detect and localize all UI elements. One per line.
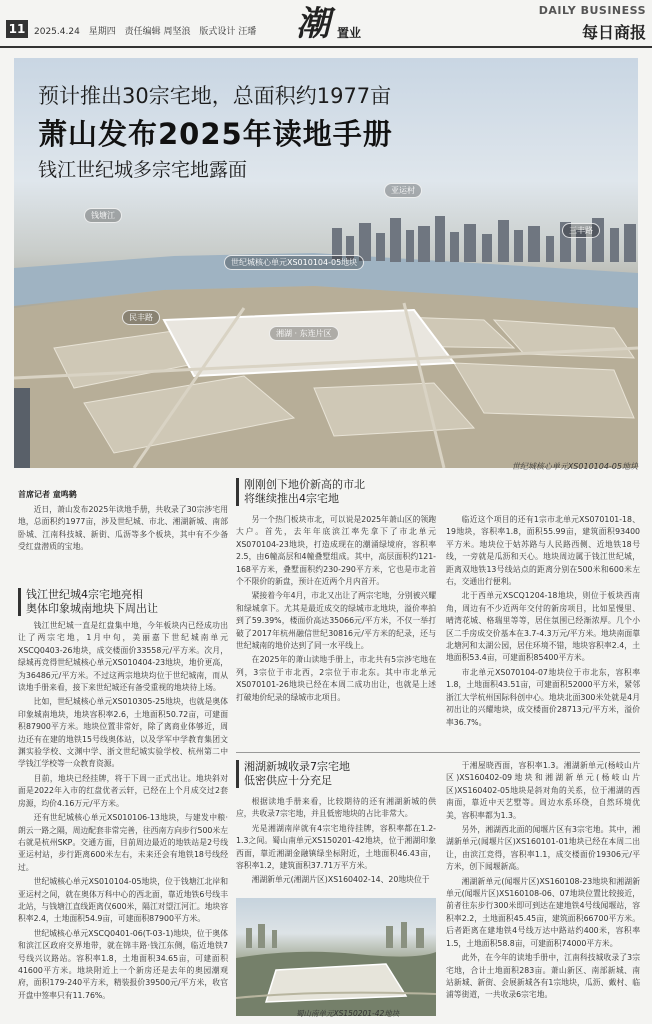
hero-pre-title: 预计推出30宗宅地，总面积约1977亩	[38, 84, 392, 108]
paragraph: 临近这个项目的还有1宗市北单元XS070101-18、19地块，容积率1.8，面积55.99亩，建筑面积93400平方米。地块位于姑苏路与人民路西侧、近地铁18号线，一旁就是瓜沥和天心。地块周边属于钱江世纪城，距离双地铁13号线站点的距离分别在500米和600米左右，交通出行便利。	[446, 515, 640, 587]
paragraph: 比如，世纪城核心单元XS010305-25地块，也就是奥体印象城南地块，地块容积率2.6，土地面积50.72亩，可建面积87900平方米。地块位置非常好，除了离商业体够近，周边还有在建的地铁15号线奥体站，以及学军中学教育集团文渊实验学校、文渊中学、浙文世纪城实验学校、杭州第二中学钱江学校等一众教育资源。	[18, 697, 228, 769]
label-yayuncun: 亚运村	[384, 183, 422, 198]
paragraph: 目前，地块已经挂牌，将于下周一正式出让。地块斜对面是2022年入市的红盘优者云轩，已经在上个月成交过2套房源，均价4.16万元/平方米。	[18, 773, 228, 808]
subhead-shibei: 刚刚创下地价新高的市北 将继续推出4宗宅地	[236, 478, 436, 506]
byline: 首席记者 童鸣鹤	[18, 490, 77, 499]
page-header	[0, 0, 652, 48]
label-pond: 湘湖 · 东连片区	[269, 326, 339, 341]
paper-name-en: DAILY BUSINESS	[538, 4, 646, 17]
paragraph: 湘湖新单元(湘湖片区)XS160402-14、20地块位于	[251, 875, 430, 885]
section-name: 置业	[337, 26, 362, 40]
xianghu-illustration	[236, 898, 436, 1016]
paragraph: 市北单元XS070104-07地块位于市北东，容积率1.8，土地面积43.51亩，可建面积52000平方米，紧邻浙江大学杭州国际科创中心。地块北面300米处就是4月初出让的兴耀地块，成交楼面价28713元/平方米，溢价率36.7%。	[446, 667, 640, 727]
paragraph: 另外，湘湖西北面的闻堰片区有3宗宅地。其中，湘湖新单元(闻堰片区)XS160101-01地块已经在本周二出让，由滨江竞得，容积率1.1，成交楼面价19306元/平方米，创下闻堰新高。	[446, 825, 640, 872]
paper-name-cn: 每日商报	[581, 23, 646, 42]
paragraph: 光是湘湖南岸就有4宗宅地待挂牌，容积率都在1.2-1.3之间。蜀山南单元XS150201-42地块，位于湘湖印象西面，靠近湘湖金融镇绿坐标附近，土地面积46.43亩，容积率1.2，建筑面积37.71万平方米。	[236, 823, 436, 871]
hero-sub-title: 钱江世纪城多宗宅地露面	[38, 159, 248, 181]
paragraph: 钱江世纪城一直是红盘集中地，今年板块内已经成功出让了两宗宅地，1月中旬，美丽嘉下世纪城南单元XSCQ0403-26地块，成交楼面价33558元/平方米。次月，绿城再竞得世纪城核心单元XS010404-23地块，地价更高，为36486元/平方米。不过这两宗地块均位于世纪城南，而从读地手册来看，接下来世纪城还有备受重视的地块待上场。	[18, 621, 228, 693]
section-divider	[236, 752, 640, 753]
issue-weekday: 星期四	[88, 27, 116, 37]
label-site: 世纪城核心单元XS010104-05地块	[224, 255, 364, 270]
subhead-xianghu: 湘湖新城收录7宗宅地 低密供应十分充足	[236, 760, 436, 788]
paragraph: 世纪城核心单元XS010104-05地块，位于钱塘江北岸和亚运村之间，就在奥体万科中心的西北面，靠近地铁6号线丰北站，与钱塘江直线距离仅600米，隔江对望江河汇。地块容积率2.4，土地面积54.9亩，可建面积87900平方米。	[18, 877, 228, 924]
column-4	[236, 796, 436, 894]
section-logo-char: 潮	[296, 4, 330, 44]
paragraph: 世纪城核心单元XSCQ0401-06(T-03-1)地块，位于奥体和滨江区政府交界地带，就在锦丰路·钱江东侧，临近地铁7号线兴议路站。容积率1.8，土地面积34.65亩，可建面积41600平方米。地块附近上一个新房还是去年的奥园潮观府，面积179-240平方米，精装报价39500元/平方米，收官开盘中签率只有11.76%。	[18, 928, 228, 1000]
paragraph: 此外，在今年的读地手册中，江南科技城收录了3宗宅地，合计土地面积283亩。萧山新区、南部新城、南站新城、新街、会展新城各有1宗地块，瓜沥、戴村、临浦等街道，一共收录6宗宅地。	[446, 953, 640, 1000]
lead-paragraph	[18, 504, 228, 566]
lead-text: 近日，萧山发布2025年读地手册，共收录了30宗涉宅用地，总面积约1977亩，涉及世纪城、市北、湘湖新城、南部卧城、江南科技城、新街、瓜沥等多个板块，其中有不少备受红盘潜质的宝地。	[18, 505, 228, 552]
xianghu-photo	[236, 898, 436, 1016]
paragraph: 在2025年的萧山读地手册上，市北共有5宗涉宅地在列，3宗位于市北西，2宗位于市北东。其中市北单元XS070101-26地块已经在本周二成功出让，也就是上述打破地价纪录的绿城市北项目。	[236, 655, 436, 702]
column-1	[18, 620, 228, 1018]
xianghu-photo-caption: 蜀山南单元XS150201-42地块	[296, 1009, 400, 1018]
paragraph: 于湘屋晓西面，容积率1.3。湘湖新单元(杨岐山片区)XS160402-09地块和湘湖新单元(杨岐山片区)XS160402-05地块是斜对角的关系，位于湘湖的西南面，靠近中天艺墅等。周边水系环绕，自然环境优美，容积率都为1.3。	[446, 761, 640, 820]
hero-aerial-photo	[14, 58, 638, 468]
paragraph: 湘湖新单元(闻堰片区)XS160108-23地块和湘湖新单元(闻堰片区)XS160108-06、07地块位置比较接近，前者往东步行300米即可到达在建地铁4号线闻堰站，容积率2.2，土地面积45.45亩，建筑面积66700平方米。后者距离在建地铁4号线万达中路站约400米，容积率1.5，土地面积58.8亩，可建面积74000平方米。	[446, 876, 640, 948]
paragraph: 北于西单元XSCQ1204-18地块，则位于板块西南角，周边有不少近两年交付的新房项目，比如星慢里、晴湾花城、格瑞里等等，居住氛围已经渐浓厚。几个小区二手房成交价基本在3.7-4.3万元/平方米。地块南面靠北塘河和太湖公园，居住环境不错，地块容积率2.4，土地面积53.4亩，可建面积85400平方米。	[446, 591, 640, 663]
hero-main-title: 萧山发布2025年读地手册	[38, 117, 393, 151]
paragraph: 另一个热门板块市北，可以说是2025年萧山区的领跑大户。首先，去年年底滨江率先拿下了市北单元XS070104-23地块，打造成现在的潮涌绿境府，容积率2.5，由6幢高层和4幢叠墅组成。其中，高层面积约121-168平方米，叠墅面积约230-290平方米，它也是市北首个不限价的新盘，预计在近两个月内首开。	[236, 515, 436, 587]
label-qianjiang: 钱塘江	[84, 208, 122, 223]
paragraph: 紧接着今年4月，市北又出让了两宗宅地，分别被兴耀和绿城拿下。尤其是最近成交的绿城市北地块，溢价率拍到了59.39%，楼面价高达35066元/平方米，不仅一举打破了2017年杭州融信世纪30816元/平方米的纪录，还与世纪城南的地价达到了同一水平线上。	[236, 591, 436, 651]
editor-credit: 责任编辑 周坚浪	[124, 27, 191, 37]
issue-date: 2025.4.24	[34, 27, 80, 37]
page-number: 11	[6, 20, 28, 38]
column-3	[446, 514, 640, 744]
hero-caption: 世纪城核心单元XS010104-05地块	[511, 462, 638, 471]
column-5	[446, 760, 640, 1018]
label-road: 三丰路	[562, 223, 600, 238]
designer-credit: 版式设计 汪璠	[199, 27, 257, 37]
label-minfeng: 民丰路	[122, 310, 160, 325]
paragraph: 还有世纪城核心单元XS010106-13地块，与建发中粮·朗云一路之隔，周边配套非常完善，往西南方向步行500米左右就是杭州SKP。交通方面，目前周边最近的地铁站是2号线亚运村站，步行距离600米左右，未来还会有地铁18号线经过。	[18, 813, 228, 872]
paragraph: 根据读地手册来看，比较期待的还有湘湖新城的供应，共收录7宗宅地，并且低密地块的占比非常大。	[236, 797, 436, 819]
column-2	[236, 514, 436, 744]
subhead-shijicheng: 钱江世纪城4宗宅地亮相 奥体印象城南地块下周出让	[18, 588, 228, 616]
header-meta	[34, 24, 262, 37]
